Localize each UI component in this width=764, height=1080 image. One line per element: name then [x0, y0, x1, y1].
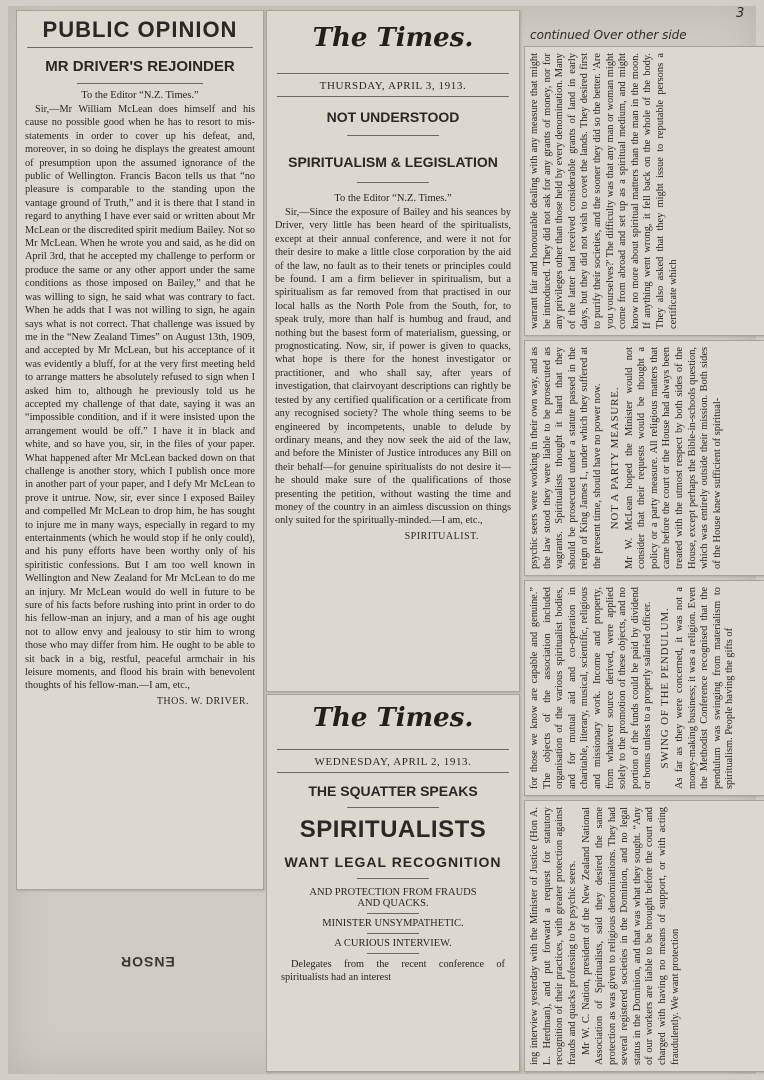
- divider: [367, 913, 419, 914]
- letter-paragraph: Sir,—Since the exposure of Bailey and his seances by Driver, very little has been heard of the spiritualists, except at their annual conference, and were it not for their desire to make a little close corporation by the aid of the law, no fault as to their tenets or principles could be found. I am a firm believer in spiritualism, but a spiritualism as far removed from that practised in our local halls as the North Pole from the South, for, to speak truly, more than half is humbug and fraud, and nothing but the basest form of materialism, guessing, or prognosticating. Now, sir, if power is given to quacks, what hope is there for the honest investigator or practitioner, and who shall say, after years of investigation, that clairvoyant descriptions can rightly be tested by any certified qualification or a certificate from any recognised society? The whole thing seems to be engineered by incompetents, unable to delude by ordinary means, and they now seek the aid of the law, and before the Minister of Justice introduces any Bill on their behalf—for genuine spiritualists do not desire it—he should make sure of the qualifications of those presenting the petition, without wasting the time and money of the country in an aimless discussion on things only suited for the spiritually-minded.—I am, etc.,: [275, 207, 511, 527]
- clipping-times-april-2: [266, 694, 520, 1072]
- kicker: NOT UNDERSTOOD: [326, 109, 460, 125]
- divider: [357, 878, 429, 879]
- letter-body: [17, 103, 263, 693]
- ensor-stamp: ENSOR: [120, 954, 175, 970]
- divider: [367, 933, 419, 934]
- kicker: THE SQUATTER SPEAKS: [308, 783, 478, 799]
- divider: [347, 135, 439, 136]
- article-text: warrant fair and honourable dealing with any measure that might be introduced. They did not ask for any grants of money, nor for any privileges other than those held by every denomination. Many of the latter had received considerable grants of land in early days, but they did not wish to covet the lands. They desired first to purify their societies, and the sooner they did so the better. 'Are you yourselves?' The difficulty was that any man or woman might come from abroad and set up as a spiritual medium, and might know no more about spiritual matters than the man in the moon. If anything went wrong, it fell back on the whole of the body. They also asked that they might issue to reputable persons a certificate which: [529, 53, 679, 329]
- deck-line: A CURIOUS INTERVIEW.: [334, 938, 452, 949]
- letter-paragraph: Sir,—Mr William McLean does himself and his cause no possible good when he has to resort to mis-statements in order to cover up his defeat, and, moreover, in so doing he displays the greatest amount of presumption upon the assumed ignorance of the public of Wellington. Francis Bacon tells us that “no pleasure is comparable to the standing upon the vantage ground of Truth,” and it is there that I stand in regard to anything I have ever said or written about Mr McLean or the discredited spirit medium Bailey. Not so Mr McLean. When he wrote you and said, as he did on April 3rd, that he accepted my challenge to perform or produce the same or any other apport under the same conditions as those imposed on Bailey,” and that he was willing to sign, he said what was contrary to fact. When he adds that I was not willing to sign, he again says what is not correct. That challenge was issued by me in the “New Zealand Times” on August 13th, 1909, and accepted by Mr McLean, but his acceptance of it was evidently a bluff, for at the very first meeting held to arrange matters he absolutely refused to sign when I asked him to, although he previously told us he accepted my challenge of that date, saying it was an “impossible condition, and if it were insisted upon the arrangement would be off.” I have it in black and white, and so have you, sir, in the files of your paper. What happened after Mr McLean backed down on that challenge is another story, which I publish once more in another part of your paper, and I defy Mr McLean to prove it untrue. Now, sir, ever since I exposed Bailey and compelled Mr McLean to drop him, he has sought to injure me in many ways, especially in regard to my entertainments (which he would stop if he only could), and his puny efforts have been worthy only of his spiritistic confessions. But I am too well known in Wellington and New Zealand for Mr McLean to do me an injury. Mr McLean would do well in future to be sure of his facts before rushing into print in order to do his fellow-man an injury, and a man of his age ought not to allow envy and jealousy to stir him to wrong those who may differ from him. He ought to be able to sit back in a big, restful, peaceful armchair in his leisure moments, and flood his brain with benevolent thoughts of his fellow-man.—I am, etc.,: [25, 104, 255, 692]
- rotated-text-block: [525, 47, 764, 335]
- section-title: PUBLIC OPINION: [42, 17, 238, 42]
- divider: [277, 96, 509, 97]
- divider: [367, 953, 419, 954]
- clipping-continuation-2: [524, 340, 764, 576]
- masthead: [267, 23, 519, 53]
- signature: THOS. W. DRIVER.: [156, 695, 249, 707]
- divider: [27, 47, 253, 48]
- headline: MR DRIVER'S REJOINDER: [45, 58, 235, 75]
- salutation: To the Editor “N.Z. Times.”: [81, 90, 199, 101]
- headline: SPIRITUALISTS: [299, 816, 487, 843]
- headline: SPIRITUALISM & LEGISLATION: [288, 154, 498, 170]
- salutation: To the Editor “N.Z. Times.”: [334, 193, 452, 204]
- masthead: [267, 703, 519, 733]
- scrapbook-page: [8, 6, 756, 1074]
- lead-paragraph: Delegates from the recent conference of spiritualists had an interest: [281, 959, 505, 984]
- dateline: THURSDAY, APRIL 3, 1913.: [319, 80, 467, 92]
- rotated-text-block: [525, 581, 764, 795]
- rotated-text-block: [525, 801, 764, 1071]
- clipping-times-april-3: [266, 10, 520, 692]
- subheading: NOT A PARTY MEASURE.: [608, 386, 621, 530]
- article-text: Mr W. C. Nation, president of the New Zealand National Association of Spiritualists, said they desired the same protection as was given to religious denominations. They had several registered societies in the Dominion, and no legal status in the Dominion, and that was what they sought. “Any of our workers are liable to be brought before the court and charged with having no means of support, or with acting fraudulently. We want protection: [581, 807, 681, 1065]
- subheading: SWING OF THE PENDULUM.: [658, 607, 671, 769]
- divider: [277, 749, 509, 750]
- divider: [347, 807, 439, 808]
- article-lead: [267, 958, 519, 985]
- signature: SPIRITUALIST.: [404, 530, 479, 542]
- clipping-continuation-3: [524, 580, 764, 796]
- article-text: for those we know are capable and genuine.” The objects of the association included organisation of the various spiritualist bodies, and for mutual aid and co-operation in charitable, literary, musical, scientific, religious and missionary work. Income and property, from whatever source derived, were applied solely to the promotion of these objects, and no portion of the funds could be paid by dividend or bonus unless to a properly salaried officer.: [529, 587, 654, 789]
- deck-line: MINISTER UNSYMPATHETIC.: [322, 918, 464, 929]
- article-text: psychic seers were working in their own way, and as the law stood they were liable to be prosecuted as vagrants. Spiritualists thought it hard that they should be prosecuted under a statute passed in the reign of King James I., under which they suffered at the present time, should have no power now.: [529, 347, 603, 569]
- subheadline: WANT LEGAL RECOGNITION: [284, 854, 502, 870]
- dateline: WEDNESDAY, APRIL 2, 1913.: [314, 756, 472, 768]
- page-number: 3: [736, 6, 745, 21]
- divider: [277, 73, 509, 74]
- deck-line: AND PROTECTION FROM FRAUDS AND QUACKS.: [309, 887, 477, 909]
- letter-body: [267, 206, 519, 528]
- clipping-continuation-4: [524, 800, 764, 1072]
- article-text: ing interview yesterday with the Minister of Justice (Hon A. L. Herdman), and put forward a request for statutory recognition of their practices, with greater protection against frauds and quacks professing to be psychic seers.: [529, 807, 578, 1065]
- clipping-continuation-1: [524, 46, 764, 336]
- masthead-title: The Times.: [312, 23, 474, 53]
- article-text: As far as they were concerned, it was not a money-making business; it was a religion. Even the Methodist Conference recognised that the pendulum was swinging from materialism to spiritualism. People having the gifts of: [673, 587, 736, 789]
- divider: [357, 182, 429, 183]
- rotated-text-block: [525, 341, 764, 575]
- handwritten-note: continued Over other side: [530, 28, 687, 42]
- divider: [77, 83, 203, 84]
- masthead-title: The Times.: [312, 703, 474, 733]
- clipping-drivers-rejoinder: [16, 10, 264, 890]
- divider: [277, 772, 509, 773]
- article-text: Mr W. McLean hoped the Minister would not consider that their requests would be thought a policy or a party measure. All religious matters that came before the court or the House had always been treated with the utmost respect by both sides of the House, except perhaps the Bible-in-schools question, which was entirely outside their mission. Both sides of the House knew sufficient of spiritual-: [623, 347, 723, 569]
